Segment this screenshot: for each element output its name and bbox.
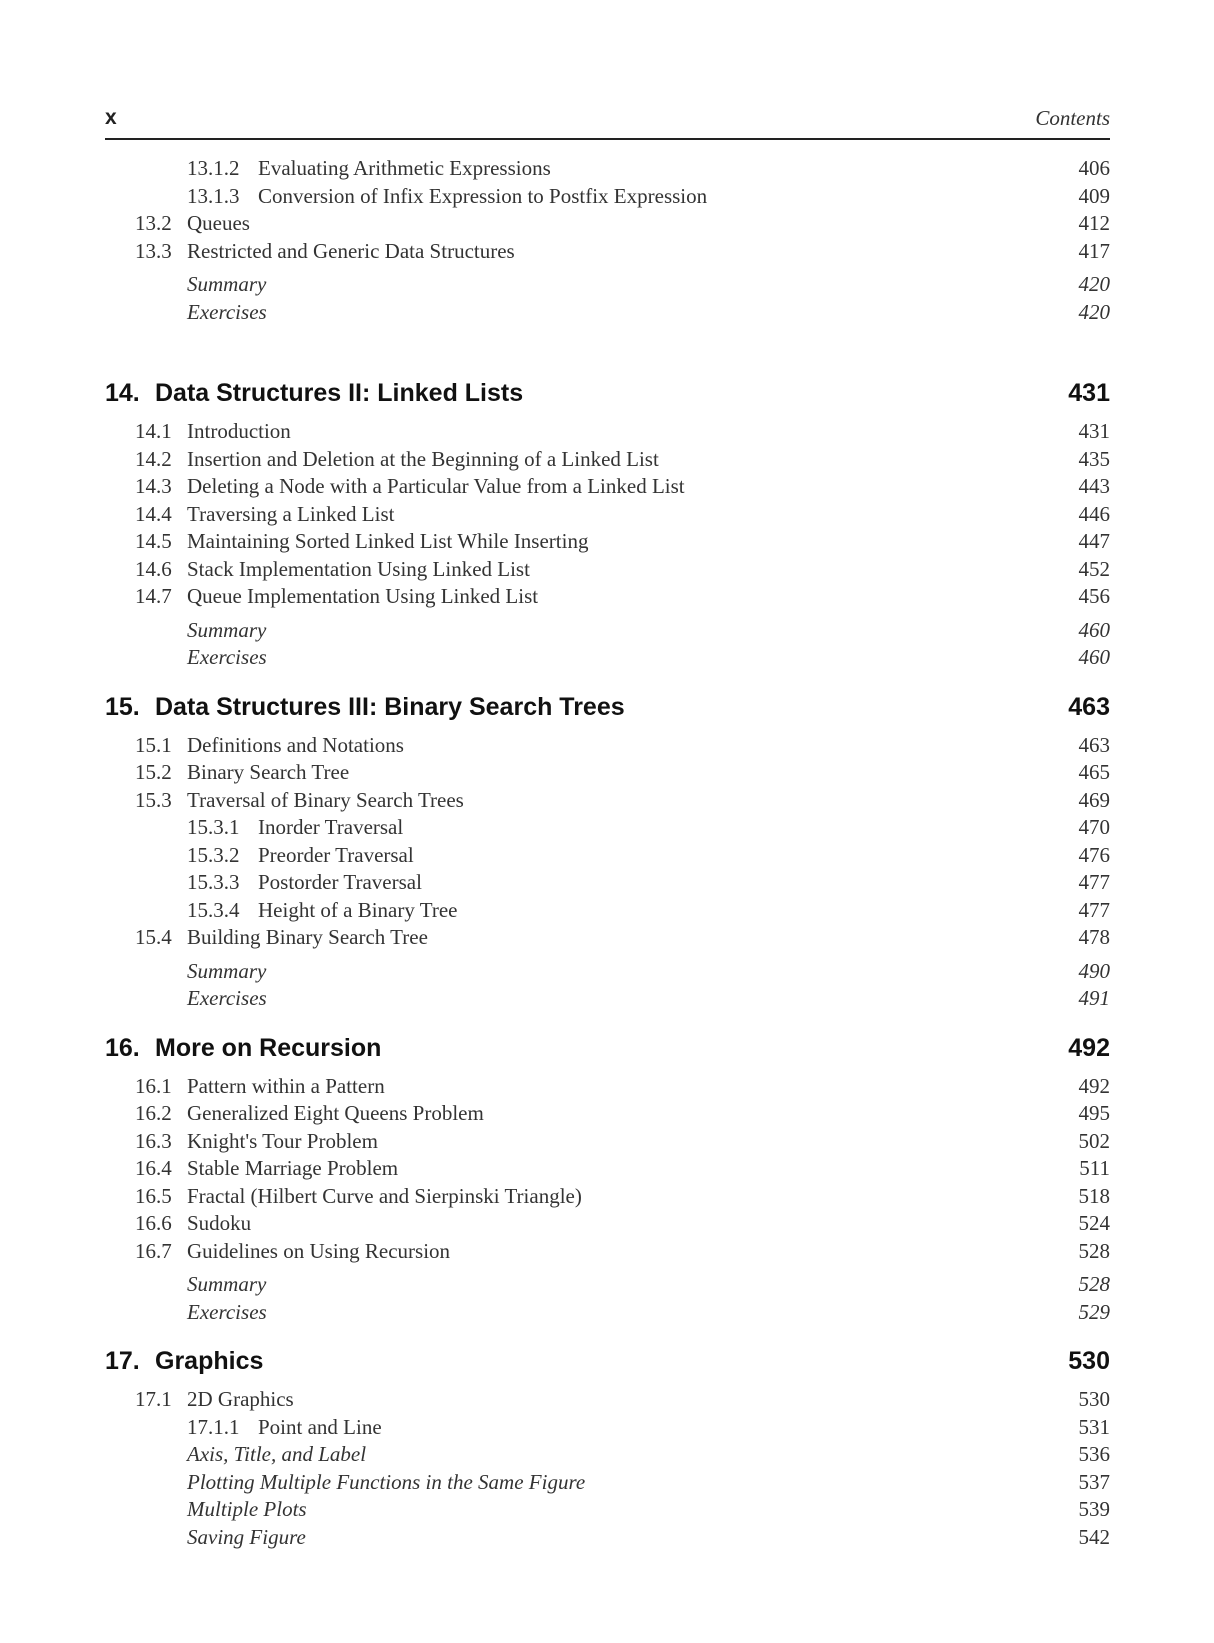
toc-summary[interactable]: Summary 490 — [187, 958, 1110, 983]
toc-entry[interactable]: 14.4 Traversing a Linked List 446 — [135, 501, 1110, 526]
toc-exercises[interactable]: Exercises 460 — [187, 645, 1110, 669]
toc-entry[interactable]: 14.5 Maintaining Sorted Linked List While Inserting 447 — [135, 529, 1110, 553]
toc-entry[interactable]: 16.2 Generalized Eight Queens Problem 495 — [135, 1101, 1110, 1125]
toc-subtopic[interactable]: Plotting Multiple Functions in the Same Figure 537 — [187, 1469, 1110, 1494]
toc-entry[interactable]: 15.3 Traversal of Binary Search Trees 469 — [135, 787, 1110, 812]
toc-entry[interactable]: 15.3.1 Inorder Traversal 470 — [187, 815, 1110, 839]
toc-entry[interactable]: 16.6 Sudoku 524 — [135, 1211, 1110, 1235]
toc-entry[interactable]: 14.2 Insertion and Deletion at the Beginning of a Linked List 435 — [135, 446, 1110, 471]
chapter-heading[interactable]: 16. More on Recursion 492 — [105, 1033, 1110, 1062]
toc-entry[interactable]: 16.5 Fractal (Hilbert Curve and Sierpinski Triangle) 518 — [135, 1183, 1110, 1208]
toc-exercises[interactable]: Exercises 529 — [187, 1299, 1110, 1324]
toc-summary[interactable]: Summary 528 — [187, 1272, 1110, 1296]
toc-exercises[interactable]: Exercises 491 — [187, 986, 1110, 1010]
chapter-heading[interactable]: 14. Data Structures II: Linked Lists 431 — [105, 379, 1110, 407]
table-of-contents — [105, 156, 1110, 1552]
toc-entry[interactable]: 14.6 Stack Implementation Using Linked List 452 — [135, 556, 1110, 581]
page-header — [105, 100, 1110, 140]
toc-entry[interactable]: 16.4 Stable Marriage Problem 511 — [135, 1156, 1110, 1180]
running-title: Contents — [1035, 106, 1110, 130]
toc-entry[interactable]: 17.1 2D Graphics 530 — [135, 1387, 1110, 1411]
toc-summary[interactable]: Summary 420 — [187, 272, 1110, 296]
toc-page — [105, 0, 1110, 1643]
toc-entry[interactable]: 16.1 Pattern within a Pattern 492 — [135, 1073, 1110, 1098]
toc-exercises[interactable]: Exercises 420 — [187, 299, 1110, 324]
toc-entry[interactable]: 15.1 Definitions and Notations 463 — [135, 732, 1110, 757]
toc-entry[interactable]: 15.3.2 Preorder Traversal 476 — [187, 842, 1110, 867]
toc-entry[interactable]: 17.1.1 Point and Line 531 — [187, 1414, 1110, 1439]
toc-entry[interactable]: 13.1.3 Conversion of Infix Expression to Postfix Expression 409 — [187, 183, 1110, 208]
toc-entry[interactable]: 16.3 Knight's Tour Problem 502 — [135, 1128, 1110, 1153]
toc-entry[interactable]: 15.3.3 Postorder Traversal 477 — [187, 870, 1110, 894]
toc-entry[interactable]: 13.2 Queues 412 — [135, 211, 1110, 235]
toc-entry[interactable]: 14.3 Deleting a Node with a Particular Value from a Linked List 443 — [135, 474, 1110, 498]
chapter-heading[interactable]: 15. Data Structures III: Binary Search Trees 463 — [105, 692, 1110, 721]
chapter-heading[interactable]: 17. Graphics 530 — [105, 1347, 1110, 1375]
toc-subtopic[interactable]: Axis, Title, and Label 536 — [187, 1442, 1110, 1466]
toc-entry[interactable]: 15.2 Binary Search Tree 465 — [135, 760, 1110, 784]
toc-entry[interactable]: 14.1 Introduction 431 — [135, 419, 1110, 443]
toc-entry[interactable]: 14.7 Queue Implementation Using Linked List 456 — [135, 584, 1110, 608]
toc-entry[interactable]: 15.4 Building Binary Search Tree 478 — [135, 925, 1110, 949]
page-number: x — [105, 106, 117, 129]
toc-entry[interactable]: 15.3.4 Height of a Binary Tree 477 — [187, 897, 1110, 922]
toc-subtopic[interactable]: Saving Figure 542 — [187, 1524, 1110, 1549]
toc-summary[interactable]: Summary 460 — [187, 617, 1110, 642]
toc-entry[interactable]: 13.3 Restricted and Generic Data Structures 417 — [135, 238, 1110, 263]
toc-entry[interactable]: 16.7 Guidelines on Using Recursion 528 — [135, 1238, 1110, 1263]
toc-subtopic[interactable]: Multiple Plots 539 — [187, 1497, 1110, 1521]
toc-entry[interactable]: 13.1.2 Evaluating Arithmetic Expressions 406 — [187, 156, 1110, 180]
